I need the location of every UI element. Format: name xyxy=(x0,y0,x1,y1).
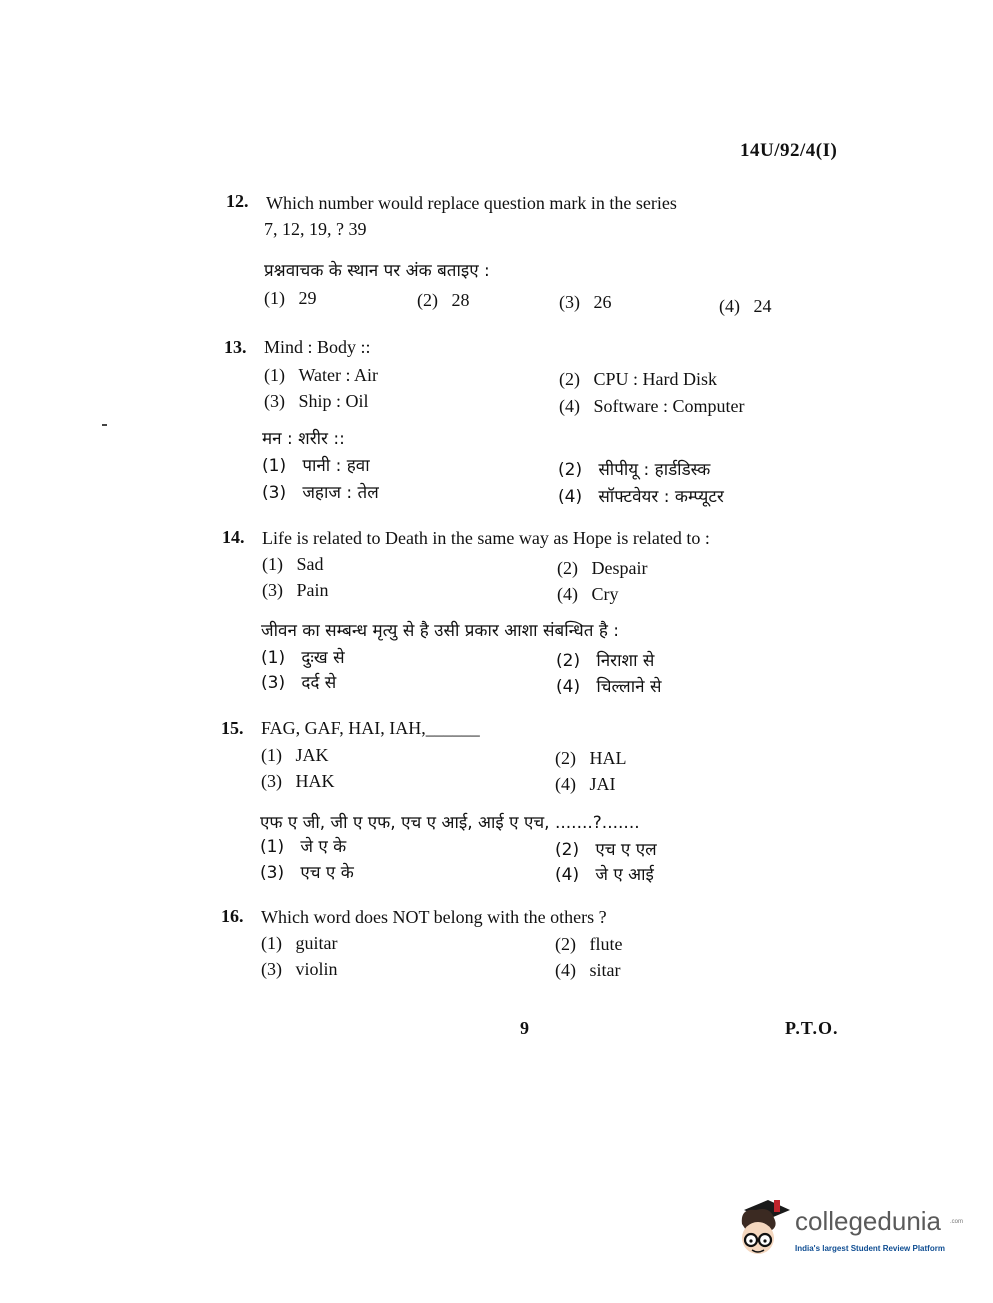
option-number: (2) xyxy=(557,558,578,578)
option-text: निराशा से xyxy=(596,651,655,671)
question-13-option-3 xyxy=(264,391,369,412)
option-number: (1) xyxy=(264,288,285,308)
question-14-hindi-option-3 xyxy=(261,670,336,693)
brand-name: collegedunia xyxy=(795,1206,942,1236)
question-15-number: 15. xyxy=(221,718,244,738)
option-number: (4) xyxy=(559,396,580,416)
question-12-option-4 xyxy=(719,296,772,317)
option-number: (3) xyxy=(262,580,283,600)
question-16-number: 16. xyxy=(221,906,244,926)
question-14-option-3 xyxy=(262,580,329,601)
question-12-option-1 xyxy=(264,288,317,309)
question-15-hindi-option-1 xyxy=(260,834,346,857)
question-14-option-1 xyxy=(262,554,324,575)
option-number: (4) xyxy=(555,865,580,885)
question-14-text-hindi: जीवन का सम्बन्ध मृत्यु से है उसी प्रकार आशा संबन्धित है : xyxy=(261,621,620,641)
option-number: (2) xyxy=(556,651,581,671)
option-number: (1) xyxy=(261,933,282,953)
option-number: (4) xyxy=(555,774,576,794)
question-12-option-3 xyxy=(559,292,612,313)
option-number: (2) xyxy=(559,369,580,389)
question-14-hindi-option-1 xyxy=(261,645,345,668)
question-13-hindi-option-2 xyxy=(558,457,710,480)
option-number: (4) xyxy=(556,677,581,697)
question-13-hindi-option-1 xyxy=(262,453,370,476)
option-text: JAI xyxy=(589,774,616,794)
question-15-text-hindi: एफ ए जी, जी ए एफ, एच ए आई, आई ए एच, .......?....... xyxy=(260,813,640,833)
question-13-hindi-option-3 xyxy=(262,480,379,503)
option-number: (1) xyxy=(261,648,286,668)
question-12-series: 7, 12, 19, ? 39 xyxy=(264,219,367,239)
question-13-hindi-option-4 xyxy=(558,484,724,507)
question-12-text: Which number would replace question mark in the series xyxy=(266,193,677,213)
option-number: (2) xyxy=(555,748,576,768)
option-text: 28 xyxy=(451,290,470,310)
option-number: (4) xyxy=(558,487,583,507)
question-16-text: Which word does NOT belong with the others ? xyxy=(261,907,607,927)
question-15-hindi-option-3 xyxy=(260,860,354,883)
option-number: (2) xyxy=(417,290,438,310)
option-number: (1) xyxy=(261,745,282,765)
question-16-option-1 xyxy=(261,933,338,954)
mascot-logo-icon xyxy=(734,1196,794,1260)
option-number: (1) xyxy=(260,837,285,857)
option-text: flute xyxy=(589,934,623,954)
question-13-option-4 xyxy=(559,396,744,417)
option-number: (3) xyxy=(261,771,282,791)
question-12-text-hindi: प्रश्नवाचक के स्थान पर अंक बताइए : xyxy=(264,261,490,281)
option-text: Despair xyxy=(591,558,648,578)
question-14-hindi-option-4 xyxy=(556,674,661,697)
option-number: (2) xyxy=(558,460,583,480)
question-14-number: 14. xyxy=(222,527,245,547)
question-15-option-1 xyxy=(261,745,329,766)
option-text: दर्द से xyxy=(301,673,337,693)
option-text: HAK xyxy=(295,771,335,791)
question-13-text-hindi: मन : शरीर :: xyxy=(262,429,345,449)
question-13-option-2 xyxy=(559,369,717,390)
question-12-number: 12. xyxy=(226,191,249,211)
paper-code: 14U/92/4(I) xyxy=(740,140,838,161)
question-15-option-4 xyxy=(555,774,616,795)
option-text: Cry xyxy=(591,584,619,604)
option-text: Water : Air xyxy=(298,365,379,385)
question-13-number: 13. xyxy=(224,337,247,357)
question-15-option-2 xyxy=(555,748,627,769)
question-14-option-4 xyxy=(557,584,619,605)
option-text: जे ए के xyxy=(300,837,347,857)
option-text: 24 xyxy=(753,296,772,316)
question-14-hindi-option-2 xyxy=(556,648,654,671)
option-number: (1) xyxy=(262,456,287,476)
option-text: सॉफ्टवेयर : कम्प्यूटर xyxy=(598,487,724,507)
option-text: violin xyxy=(295,959,338,979)
brand-suffix: .com xyxy=(950,1219,964,1225)
brand-tagline: India's largest Student Review Platform xyxy=(795,1244,945,1253)
option-text: एच ए एल xyxy=(595,840,657,860)
option-text: 26 xyxy=(593,292,612,312)
option-number: (4) xyxy=(557,584,578,604)
question-15-text: FAG, GAF, HAI, IAH,______ xyxy=(261,718,480,738)
question-15-hindi-option-4 xyxy=(555,862,654,885)
option-number: (3) xyxy=(261,673,286,693)
option-text: 29 xyxy=(298,288,317,308)
question-14-option-2 xyxy=(557,558,647,579)
option-text: सीपीयू : हार्डडिस्क xyxy=(598,460,711,480)
option-number: (1) xyxy=(262,554,283,574)
question-16-option-3 xyxy=(261,959,338,980)
option-number: (3) xyxy=(262,483,287,503)
pto-label: P.T.O. xyxy=(785,1018,839,1038)
option-number: (3) xyxy=(261,959,282,979)
option-text: sitar xyxy=(589,960,621,980)
option-number: (1) xyxy=(264,365,285,385)
stray-mark xyxy=(102,424,107,426)
option-number: (3) xyxy=(260,863,285,883)
option-text: Ship : Oil xyxy=(298,391,369,411)
option-text: Software : Computer xyxy=(593,396,745,416)
option-text: एच ए के xyxy=(300,863,354,883)
option-number: (3) xyxy=(559,292,580,312)
option-number: (2) xyxy=(555,840,580,860)
option-number: (3) xyxy=(264,391,285,411)
option-text: दुःख से xyxy=(301,648,345,668)
question-15-hindi-option-2 xyxy=(555,837,657,860)
option-text: जे ए आई xyxy=(595,865,654,885)
option-text: Sad xyxy=(296,554,324,574)
question-15-option-3 xyxy=(261,771,335,792)
question-13-option-1 xyxy=(264,365,378,386)
page-number: 9 xyxy=(520,1018,529,1038)
option-text: HAL xyxy=(589,748,627,768)
question-13-text: Mind : Body :: xyxy=(264,337,371,357)
question-16-option-2 xyxy=(555,934,623,955)
option-text: पानी : हवा xyxy=(302,456,370,476)
option-number: (4) xyxy=(555,960,576,980)
option-text: Pain xyxy=(296,580,329,600)
question-12-option-2 xyxy=(417,290,470,311)
option-text: guitar xyxy=(295,933,338,953)
option-text: जहाज : तेल xyxy=(302,483,379,503)
question-14-text: Life is related to Death in the same way as Hope is related to : xyxy=(262,528,710,548)
option-text: CPU : Hard Disk xyxy=(593,369,718,389)
option-number: (2) xyxy=(555,934,576,954)
option-number: (4) xyxy=(719,296,740,316)
option-text: चिल्लाने से xyxy=(596,677,662,697)
question-16-option-4 xyxy=(555,960,621,981)
option-text: JAK xyxy=(295,745,329,765)
